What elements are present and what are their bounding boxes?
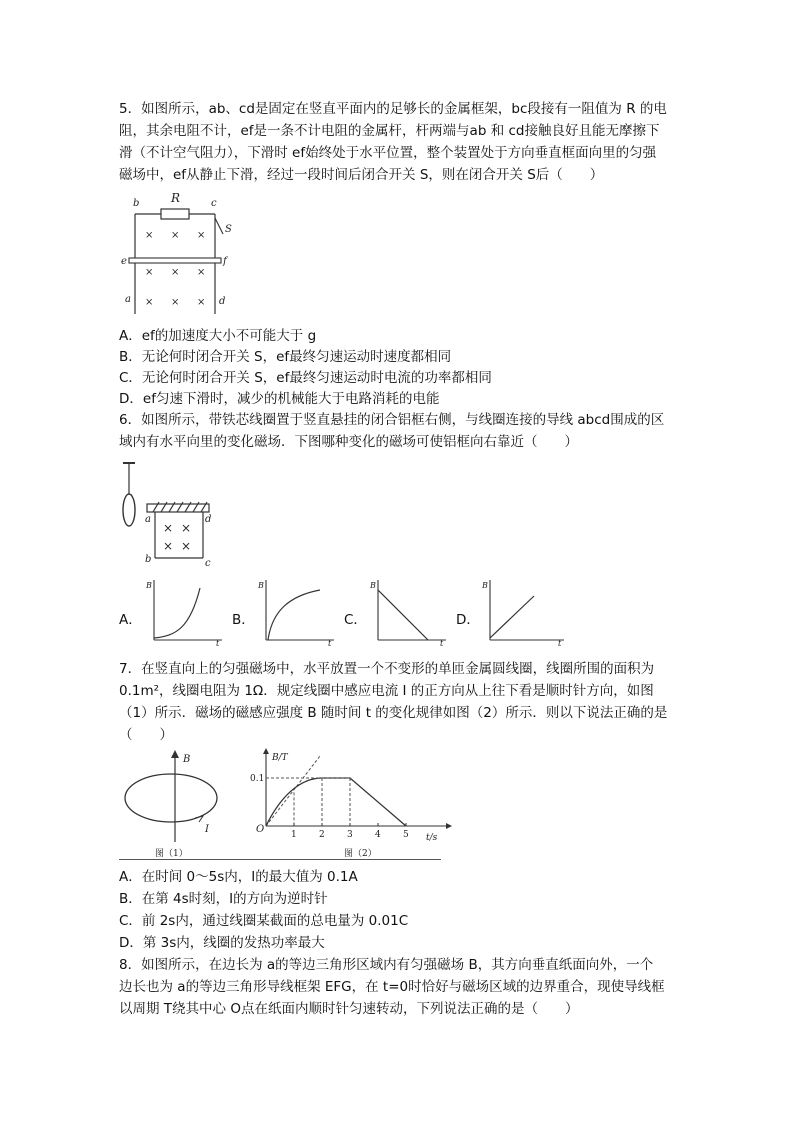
figure-1-caption: 图（1） bbox=[155, 849, 188, 859]
axis-label-t: t bbox=[440, 639, 444, 648]
label-I: I bbox=[205, 824, 209, 835]
current-arrow bbox=[195, 816, 203, 822]
aluminum-ring bbox=[123, 494, 135, 526]
field-cross: × bbox=[197, 267, 206, 278]
field-cross: × bbox=[171, 230, 180, 241]
x-tick-label: 5 bbox=[403, 830, 409, 840]
q7-option-b: B．在第 4s时刻，I的方向为逆时针 bbox=[119, 891, 328, 907]
y-axis-arrow bbox=[263, 748, 269, 754]
axis-label-t: t bbox=[558, 639, 562, 648]
x-tick-label: 3 bbox=[347, 830, 353, 840]
curve-accelerating bbox=[154, 588, 200, 638]
q7-figure-1-ring bbox=[119, 748, 239, 860]
rod-ef bbox=[129, 258, 221, 263]
q5-line-1: 5．如图所示，ab、cd是固定在竖直平面内的足够长的金属框架，bc段接有一阻值为 R 的电 bbox=[119, 101, 667, 117]
label-b: b bbox=[145, 554, 152, 565]
field-cross: × bbox=[145, 267, 154, 278]
axis-label-B: B bbox=[370, 581, 376, 590]
label-a: a bbox=[145, 514, 151, 525]
label-a: a bbox=[125, 294, 131, 305]
q6-option-d-letter: D． bbox=[456, 612, 480, 628]
label-R: R bbox=[171, 191, 181, 205]
axis-label-t: t bbox=[216, 639, 220, 648]
axis-label-B: B bbox=[258, 581, 264, 590]
curve-saturating bbox=[268, 590, 320, 640]
field-cross: × bbox=[181, 521, 192, 535]
figure-divider-line bbox=[119, 859, 441, 860]
q7-option-d: D．第 3s内，线圈的发热功率最大 bbox=[119, 935, 325, 951]
line-increasing bbox=[490, 596, 534, 638]
field-cross: × bbox=[145, 230, 154, 241]
field-arrow-up bbox=[171, 750, 179, 758]
x-tick-label: 4 bbox=[375, 830, 381, 840]
q6-option-c-letter: C． bbox=[344, 612, 367, 628]
x-tick-label: 2 bbox=[319, 830, 325, 840]
q8-line-2: 边长也为 a的等边三角形导线框架 EFG，在 t=0时恰好与磁场区域的边界重合，现使导线框 bbox=[119, 979, 665, 995]
q8-line-3: 以周期 T绕其中心 O点在纸面内顺时针匀速转动，下列说法正确的是（ ） bbox=[119, 1001, 579, 1017]
q6-option-a-letter: A． bbox=[119, 612, 142, 628]
q6-option-b-letter: B． bbox=[232, 612, 255, 628]
label-c: c bbox=[211, 198, 217, 209]
field-cross: × bbox=[197, 297, 206, 308]
q6-option-c-graph bbox=[370, 578, 450, 646]
line-decreasing bbox=[378, 590, 428, 640]
q6-coil-figure bbox=[119, 460, 219, 572]
field-cross: × bbox=[181, 539, 192, 553]
field-cross: × bbox=[171, 267, 180, 278]
origin-label: O bbox=[256, 824, 265, 835]
q5-option-b: B．无论何时闭合开关 S，ef最终匀速运动时速度都相同 bbox=[119, 349, 452, 365]
label-B: B bbox=[183, 754, 191, 765]
label-b: b bbox=[133, 198, 140, 209]
field-cross: × bbox=[145, 297, 154, 308]
field-cross: × bbox=[163, 539, 174, 553]
y-axis-label: B/T bbox=[272, 753, 288, 763]
coil-ring bbox=[125, 774, 217, 822]
q8-line-1: 8．如图所示，在边长为 a的等边三角形区域内有匀强磁场 B，其方向垂直纸面向外，一个 bbox=[119, 957, 654, 973]
q6-line-1: 6．如图所示，带铁芯线圈置于竖直悬挂的闭合铝框右侧，与线圈连接的导线 abcd围成的区 bbox=[119, 412, 665, 428]
y-tick-label: 0.1 bbox=[250, 774, 265, 784]
axis-label-B: B bbox=[482, 581, 488, 590]
q6-option-b-graph bbox=[258, 578, 338, 646]
q5-option-d: D．ef匀速下滑时，减少的机械能大于电路消耗的电能 bbox=[119, 391, 440, 407]
q5-circuit-figure bbox=[119, 190, 249, 320]
label-d: d bbox=[219, 296, 226, 307]
q6-option-a-graph bbox=[146, 578, 226, 646]
series-line bbox=[266, 778, 406, 826]
q7-line-3: （1）所示．磁场的磁感应强度 B 随时间 t 的变化规律如图（2）所示．则以下说法正确的是 bbox=[119, 705, 668, 721]
q6-option-d-graph bbox=[482, 578, 568, 646]
q7-line-2: 0.1m²，线圈电阻为 1Ω．规定线圈中感应电流 I 的正方向从上往下看是顺时针方向，如图 bbox=[119, 683, 654, 699]
q5-option-c: C．无论何时闭合开关 S，ef最终匀速运动时电流的功率都相同 bbox=[119, 370, 492, 386]
x-tick-label: 1 bbox=[291, 830, 297, 840]
q5-option-a: A．ef的加速度大小不可能大于 g bbox=[119, 328, 317, 344]
axis-label-t: t bbox=[328, 639, 332, 648]
q7-line-1: 7．在竖直向上的匀强磁场中，水平放置一个不变形的单匝金属圆线圈，线圈所围的面积为 bbox=[119, 661, 655, 677]
switch-S bbox=[215, 218, 223, 234]
label-S: S bbox=[225, 224, 232, 235]
q7-figure-2-chart bbox=[250, 748, 450, 860]
label-e: e bbox=[121, 256, 127, 267]
label-d: d bbox=[205, 514, 212, 525]
field-cross: × bbox=[171, 297, 180, 308]
tangent-line bbox=[266, 756, 320, 826]
q5-line-4: 磁场中，ef从静止下滑，经过一段时间后闭合开关 S，则在闭合开关 S后（ ） bbox=[119, 167, 604, 183]
x-axis-arrow bbox=[446, 823, 452, 829]
label-c: c bbox=[205, 558, 211, 569]
q7-line-4: （ ） bbox=[119, 727, 173, 743]
resistor-R bbox=[161, 209, 189, 219]
q5-line-3: 滑（不计空气阻力），下滑时 ef始终处于水平位置，整个装置处于方向垂直框面向里的匀强 bbox=[119, 145, 657, 161]
q6-line-2: 域内有水平向里的变化磁场．下图哪种变化的磁场可使铝框向右靠近（ ） bbox=[119, 434, 578, 450]
axis-label-B: B bbox=[146, 581, 152, 590]
field-cross: × bbox=[163, 521, 174, 535]
q7-option-c: C．前 2s内，通过线圈某截面的总电量为 0.01C bbox=[119, 913, 409, 929]
q7-option-a: A．在时间 0～5s内，I的最大值为 0.1A bbox=[119, 869, 358, 885]
field-cross: × bbox=[197, 230, 206, 241]
figure-2-caption: 图（2） bbox=[344, 849, 377, 859]
q5-line-2: 阻，其余电阻不计，ef是一条不计电阻的金属杆，杆两端与ab 和 cd接触良好且能无摩擦下 bbox=[119, 123, 660, 139]
x-axis-label: t/s bbox=[426, 833, 438, 843]
label-f: f bbox=[223, 256, 227, 267]
